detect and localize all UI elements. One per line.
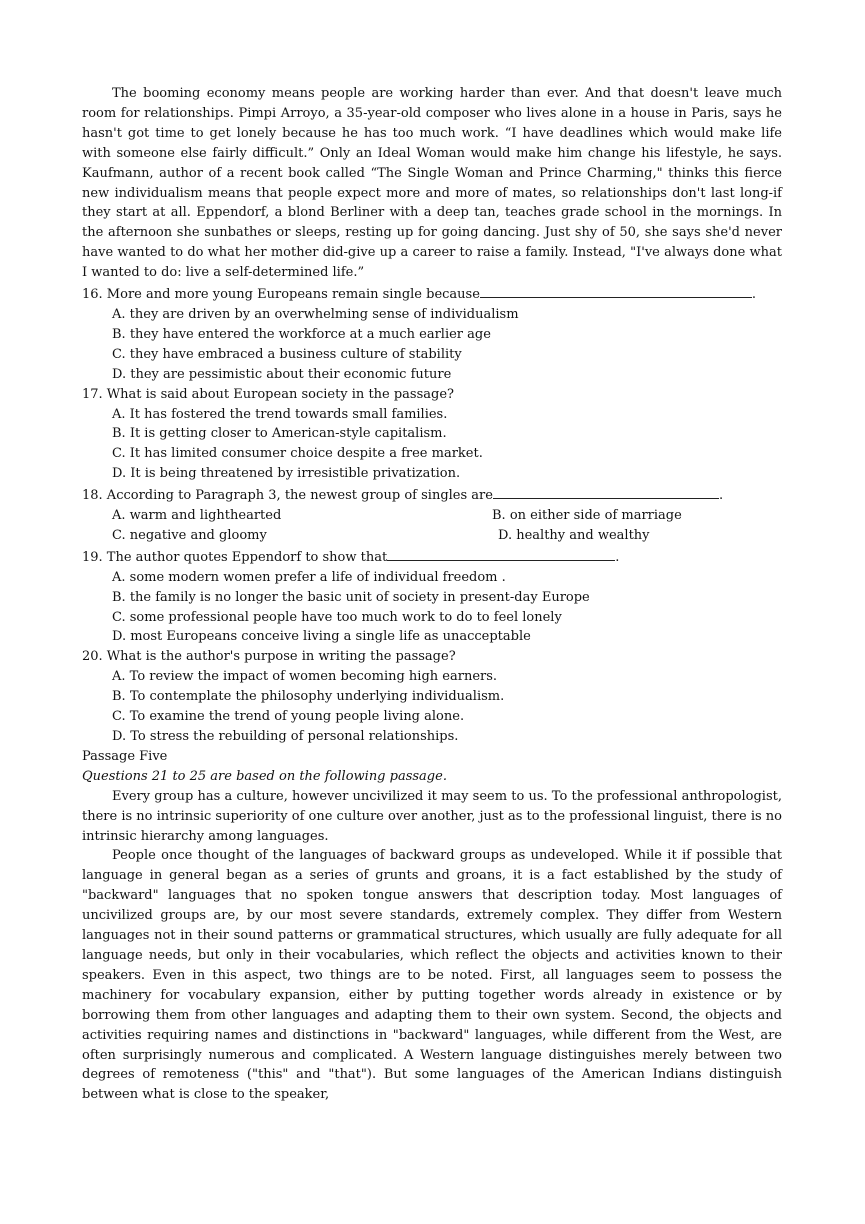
question-16-option-d: D. they are pessimistic about their economic future xyxy=(112,366,452,382)
question-18-option-c: C. negative and gloomy xyxy=(112,527,267,543)
question-16-stem: 16. More and more young Europeans remain single because xyxy=(82,287,480,303)
answer-blank xyxy=(493,484,719,499)
question-16-option-c: C. they have embraced a business culture of stability xyxy=(112,346,462,362)
question-17-option-b: B. It is getting closer to American-style capitalism. xyxy=(112,426,447,442)
passage5-paragraph-2: People once thought of the languages of backward groups as undeveloped. While it if possible that language in general began as a series of grunts and groans, it is a fact established by the study of "backward" languages that no spoken tongue answers that description today. Most languages of uncivilized groups are, by our most severe standards, extremely complex. They differ from Western languages not in their sound patterns or grammatical structures, which usually are fully adequate for all language needs, but only in their vocabularies, which reflect the objects and activities known to their speakers. Even in this aspect, two things are to be noted. First, all languages seem to possess the machinery for vocabulary expansion, either by putting together words already in existence or by borrowing them from other languages and adapting them to their own system. Second, the objects and activities requiring names and distinctions in "backward" languages, while different from the West, are often surprisingly numerous and complicated. A Western language distinguishes merely between two degrees of remoteness ("this" and "that"). But some languages of the American Indians distinguish between what is close to the speaker, xyxy=(82,848,782,1103)
question-19 xyxy=(82,546,782,568)
question-16-option-b: B. they have entered the workforce at a much earlier age xyxy=(112,326,491,342)
question-16-end: . xyxy=(751,287,757,303)
question-20-option-b: B. To contemplate the philosophy underlying individualism. xyxy=(112,689,505,705)
question-18-options-row-1 xyxy=(112,506,782,526)
question-20-option-c: C. To examine the trend of young people living alone. xyxy=(112,709,465,725)
passage5-heading: Passage Five xyxy=(82,748,168,764)
question-18-option-d: D. healthy and wealthy xyxy=(498,527,650,543)
question-17-option-a: A. It has fostered the trend towards small families. xyxy=(112,406,448,422)
question-18-end: . xyxy=(718,488,724,504)
question-19-option-d: D. most Europeans conceive living a single life as unacceptable xyxy=(112,629,531,645)
question-18-options-row-2 xyxy=(112,526,782,546)
question-18 xyxy=(82,484,782,506)
answer-blank xyxy=(387,546,615,561)
question-18-stem: 18. According to Paragraph 3, the newest group of singles are xyxy=(82,488,493,504)
question-17-stem: 17. What is said about European society in the passage? xyxy=(82,386,455,402)
passage4-paragraph: The booming economy means people are working harder than ever. And that doesn't leave much room for relationships. Pimpi Arroyo, a 35-year-old composer who lives alone in a house in Paris, says he hasn't got time to get lonely because he has too much work. “I have deadlines which would make life with someone else fairly difficult.” Only an Ideal Woman would make him change his lifestyle, he says. Kaufmann, author of a recent book called “The Single Woman and Prince Charming," thinks this fierce new individualism means that people expect more and more of mates, so relationships don't last long-if they start at all. Eppendorf, a blond Berliner with a deep tan, teaches grade school in the mornings. In the afternoon she sunbathes or sleeps, resting up for going dancing. Just shy of 50, she says she'd never have wanted to do what her mother did-give up a career to raise a family. Instead, "I've always done what I wanted to do: live a self-determined life.” xyxy=(82,86,782,281)
answer-blank xyxy=(480,283,752,298)
question-19-option-c: C. some professional people have too much work to do to feel lonely xyxy=(112,609,562,625)
question-20-option-d: D. To stress the rebuilding of personal relationships. xyxy=(112,729,459,744)
question-18-option-a: A. warm and lighthearted xyxy=(112,508,282,524)
passage5-paragraph-1: Every group has a culture, however uncivilized it may seem to us. To the professional anthropologist, there is no intrinsic superiority of one culture over another, just as to the professional linguist, there is no intrinsic hierarchy among languages. xyxy=(82,788,782,844)
document-page xyxy=(82,84,782,1105)
question-17-option-c: C. It has limited consumer choice despite a free market. xyxy=(112,446,483,462)
question-19-stem: 19. The author quotes Eppendorf to show that xyxy=(82,549,388,565)
question-16-option-a: A. they are driven by an overwhelming sense of individualism xyxy=(112,306,519,322)
question-16 xyxy=(82,283,782,305)
passage5-instruction: Questions 21 to 25 are based on the following passage. xyxy=(82,768,447,784)
question-18-option-b: B. on either side of marriage xyxy=(492,508,682,524)
question-20-stem: 20. What is the author's purpose in writing the passage? xyxy=(82,649,456,665)
question-17-option-d: D. It is being threatened by irresistible privatization. xyxy=(112,466,461,482)
question-19-end: . xyxy=(615,549,620,565)
question-19-option-a: A. some modern women prefer a life of individual freedom . xyxy=(112,569,506,585)
question-20-option-a: A. To review the impact of women becoming high earners. xyxy=(112,669,498,685)
question-19-option-b: B. the family is no longer the basic unit of society in present-day Europe xyxy=(112,589,590,605)
